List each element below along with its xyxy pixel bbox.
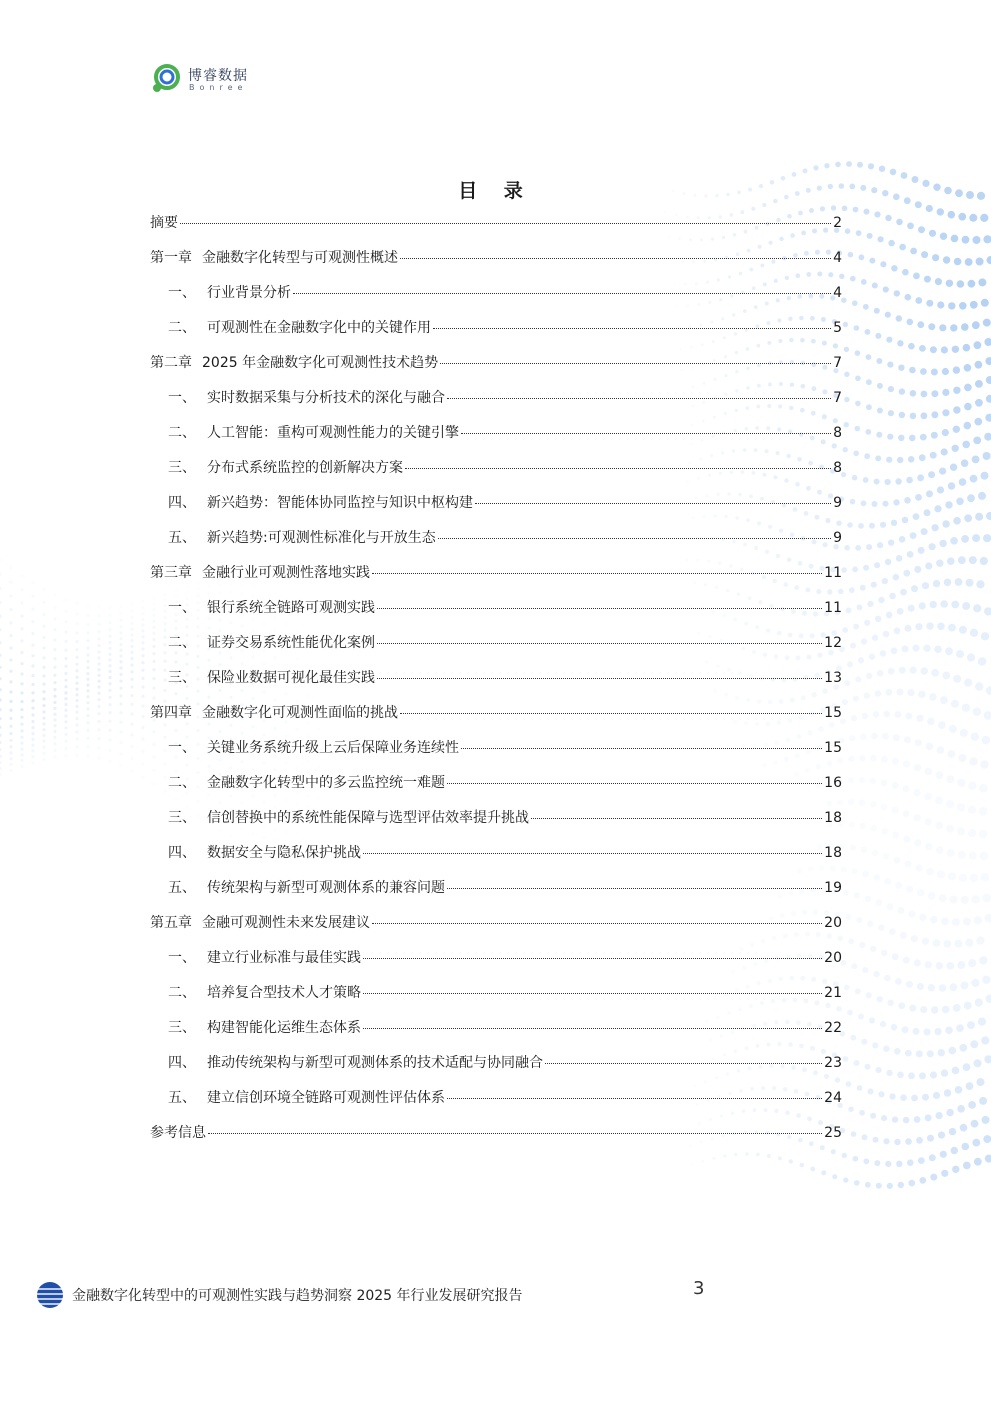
toc-entry-title: 传统架构与新型可观测体系的兼容问题 [207,880,445,896]
toc-entry-title: 金融数字化转型与可观测性概述 [202,250,398,266]
toc-entry-number: 一、 [168,285,196,301]
toc-entry-number: 三、 [168,1020,196,1036]
toc-dot-leader [447,783,822,784]
toc-dot-leader [400,258,831,259]
toc-page-number: 24 [824,1090,842,1106]
toc-section-entry[interactable] [150,809,842,827]
toc-dot-leader [461,748,822,749]
toc-page-number: 7 [833,390,842,406]
toc-section-entry[interactable] [150,389,842,407]
toc-entry-number: 一、 [168,740,196,756]
toc-section-entry[interactable] [150,319,842,337]
logo-english-name: Bonree [189,83,248,92]
toc-section-entry[interactable] [150,424,842,442]
toc-entry-number: 三、 [168,460,196,476]
toc-section-entry[interactable] [150,529,842,547]
toc-entry-label [150,704,398,722]
toc-entry-number: 二、 [168,775,196,791]
toc-entry-label [207,284,291,302]
toc-entry-label [207,529,436,547]
toc-entry-label [150,249,398,267]
toc-dot-leader [293,293,831,294]
toc-entry-title: 实时数据采集与分析技术的深化与融合 [207,390,445,406]
toc-dot-leader [447,398,831,399]
toc-entry-number: 三、 [168,670,196,686]
toc-page-number: 7 [833,355,842,371]
toc-page-number: 15 [824,740,842,756]
toc-page-number: 2 [833,215,842,231]
toc-page-number: 16 [824,775,842,791]
toc-entry-label [207,949,361,967]
toc-section-entry[interactable] [150,459,842,477]
toc-section-entry[interactable] [150,949,842,967]
toc-entry-label [207,599,375,617]
toc-chapter-entry[interactable] [150,914,842,932]
toc-entry-title: 参考信息 [150,1125,206,1141]
toc-entry-title: 新兴趋势:可观测性标准化与开放生态 [207,530,436,546]
toc-page-number: 11 [824,600,842,616]
toc-entry-title: 金融行业可观测性落地实践 [202,565,370,581]
toc-entry-label [207,984,361,1002]
footer-report-title: 金融数字化转型中的可观测性实践与趋势洞察 2025 年行业发展研究报告 [72,1288,523,1304]
toc-chapter-number: 第五章 [150,915,192,931]
toc-page-number: 11 [824,565,842,581]
toc-page-number: 18 [824,810,842,826]
toc-entry-label [207,389,445,407]
toc-entry-label [207,634,375,652]
toc-section-entry[interactable] [150,634,842,652]
toc-entry-title: 金融数字化可观测性面临的挑战 [202,705,398,721]
toc-page-number: 22 [824,1020,842,1036]
logo-chinese-name: 博睿数据 [188,68,248,84]
toc-entry-label [207,424,459,442]
toc-page-number: 5 [833,320,842,336]
toc-entry-number: 二、 [168,635,196,651]
toc-chapter-entry[interactable] [150,249,842,267]
toc-chapter-number: 第一章 [150,250,192,266]
toc-page-number: 8 [833,425,842,441]
toc-entry-title: 新兴趋势：智能体协同监控与知识中枢构建 [207,495,473,511]
toc-entry-title: 可观测性在金融数字化中的关键作用 [207,320,431,336]
toc-entry-number: 四、 [168,845,196,861]
globe-icon [36,1281,64,1309]
toc-dot-leader [377,678,822,679]
toc-section-entry[interactable] [150,1054,842,1072]
toc-dot-leader [400,713,822,714]
logo-mark-icon [150,60,186,96]
toc-page-number: 12 [824,635,842,651]
toc-entry-label [207,774,445,792]
toc-section-entry[interactable] [150,284,842,302]
toc-page-number: 13 [824,670,842,686]
toc-section-entry[interactable] [150,1089,842,1107]
toc-entry-label [207,459,403,477]
toc-entry-number: 四、 [168,1055,196,1071]
toc-entry-label [207,1019,361,1037]
toc-dot-leader [447,1098,822,1099]
toc-entry-number: 四、 [168,495,196,511]
toc-entry-number: 一、 [168,600,196,616]
brand-logo [150,60,260,96]
toc-dot-leader [545,1063,822,1064]
toc-entry-title: 建立信创环境全链路可观测性评估体系 [207,1090,445,1106]
toc-section-entry[interactable] [150,1019,842,1037]
toc-section-entry[interactable] [150,844,842,862]
toc-section-entry[interactable] [150,739,842,757]
toc-page-number: 23 [824,1055,842,1071]
toc-entry-label [150,354,438,372]
toc-page-number: 4 [833,285,842,301]
toc-entry-label [207,879,445,897]
toc-entry-number: 三、 [168,810,196,826]
toc-dot-leader [363,1028,822,1029]
toc-entry-label [150,1124,206,1142]
toc-page-number: 15 [824,705,842,721]
toc-title: 目 录 [458,180,533,202]
toc-page-number: 18 [824,845,842,861]
toc-dot-leader [377,608,822,609]
toc-entry-title: 行业背景分析 [207,285,291,301]
toc-entry-title: 关键业务系统升级上云后保障业务连续性 [207,740,459,756]
toc-entry-number: 一、 [168,390,196,406]
toc-entry-title: 建立行业标准与最佳实践 [207,950,361,966]
toc-dot-leader [377,643,822,644]
toc-entry-label [207,669,375,687]
toc-dot-leader [433,328,831,329]
page-number: 3 [693,1278,705,1299]
toc-entry-label [207,739,459,757]
toc-entry-title: 银行系统全链路可观测实践 [207,600,375,616]
toc-dot-leader [180,223,831,224]
toc-dot-leader [440,363,831,364]
toc-chapter-number: 第二章 [150,355,192,371]
toc-entry-title: 金融可观测性未来发展建议 [202,915,370,931]
toc-page-number: 20 [824,915,842,931]
toc-entry-label [207,319,431,337]
toc-page-number: 25 [824,1125,842,1141]
toc-entry-title: 证券交易系统性能优化案例 [207,635,375,651]
toc-entry-title: 金融数字化转型中的多云监控统一难题 [207,775,445,791]
toc-entry-number: 五、 [168,880,196,896]
toc-entry-label [207,809,529,827]
toc-entry-number: 一、 [168,950,196,966]
toc-dot-leader [475,503,831,504]
toc-entry-title: 人工智能：重构可观测性能力的关键引擎 [207,425,459,441]
toc-dot-leader [372,923,822,924]
toc-section-entry[interactable] [150,494,842,512]
toc-entry-number: 五、 [168,1090,196,1106]
toc-chapter-entry[interactable] [150,214,842,232]
toc-section-entry[interactable] [150,984,842,1002]
toc-entry-label [207,1054,543,1072]
toc-entry-title: 数据安全与隐私保护挑战 [207,845,361,861]
toc-dot-leader [208,1133,822,1134]
toc-page-number: 19 [824,880,842,896]
toc-entry-title: 信创替换中的系统性能保障与选型评估效率提升挑战 [207,810,529,826]
toc-chapter-number: 第四章 [150,705,192,721]
toc-entry-title: 2025 年金融数字化可观测性技术趋势 [202,355,439,371]
toc-entry-title: 保险业数据可视化最佳实践 [207,670,375,686]
toc-dot-leader [372,573,822,574]
toc-section-entry[interactable] [150,669,842,687]
toc-entry-label [207,494,473,512]
toc-page-number: 9 [833,530,842,546]
toc-page-number: 8 [833,460,842,476]
toc-entry-label [207,844,361,862]
toc-dot-leader [461,433,831,434]
toc-section-entry[interactable] [150,599,842,617]
toc-dot-leader [438,538,831,539]
toc-entry-label [150,214,178,232]
toc-chapter-entry[interactable] [150,354,842,372]
toc-page-number: 9 [833,495,842,511]
toc-dot-leader [363,958,822,959]
toc-entry-number: 二、 [168,320,196,336]
toc-chapter-number: 第三章 [150,565,192,581]
toc-dot-leader [363,853,822,854]
toc-entry-title: 培养复合型技术人才策略 [207,985,361,1001]
toc-entry-label [150,564,370,582]
toc-dot-leader [447,888,822,889]
toc-page-number: 4 [833,250,842,266]
toc-entry-number: 五、 [168,530,196,546]
toc-dot-leader [405,468,831,469]
toc-entry-title: 构建智能化运维生态体系 [207,1020,361,1036]
toc-entry-title: 摘要 [150,215,178,231]
toc-section-entry[interactable] [150,879,842,897]
toc-section-entry[interactable] [150,774,842,792]
table-of-contents [150,206,842,1142]
toc-page-number: 20 [824,950,842,966]
toc-entry-label [207,1089,445,1107]
toc-page-number: 21 [824,985,842,1001]
toc-entry-number: 二、 [168,985,196,1001]
toc-entry-label [150,914,370,932]
toc-chapter-entry[interactable] [150,1124,842,1142]
toc-entry-title: 推动传统架构与新型可观测体系的技术适配与协同融合 [207,1055,543,1071]
toc-chapter-entry[interactable] [150,704,842,722]
toc-chapter-entry[interactable] [150,564,842,582]
toc-dot-leader [363,993,822,994]
toc-entry-number: 二、 [168,425,196,441]
toc-dot-leader [531,818,822,819]
toc-entry-title: 分布式系统监控的创新解决方案 [207,460,403,476]
